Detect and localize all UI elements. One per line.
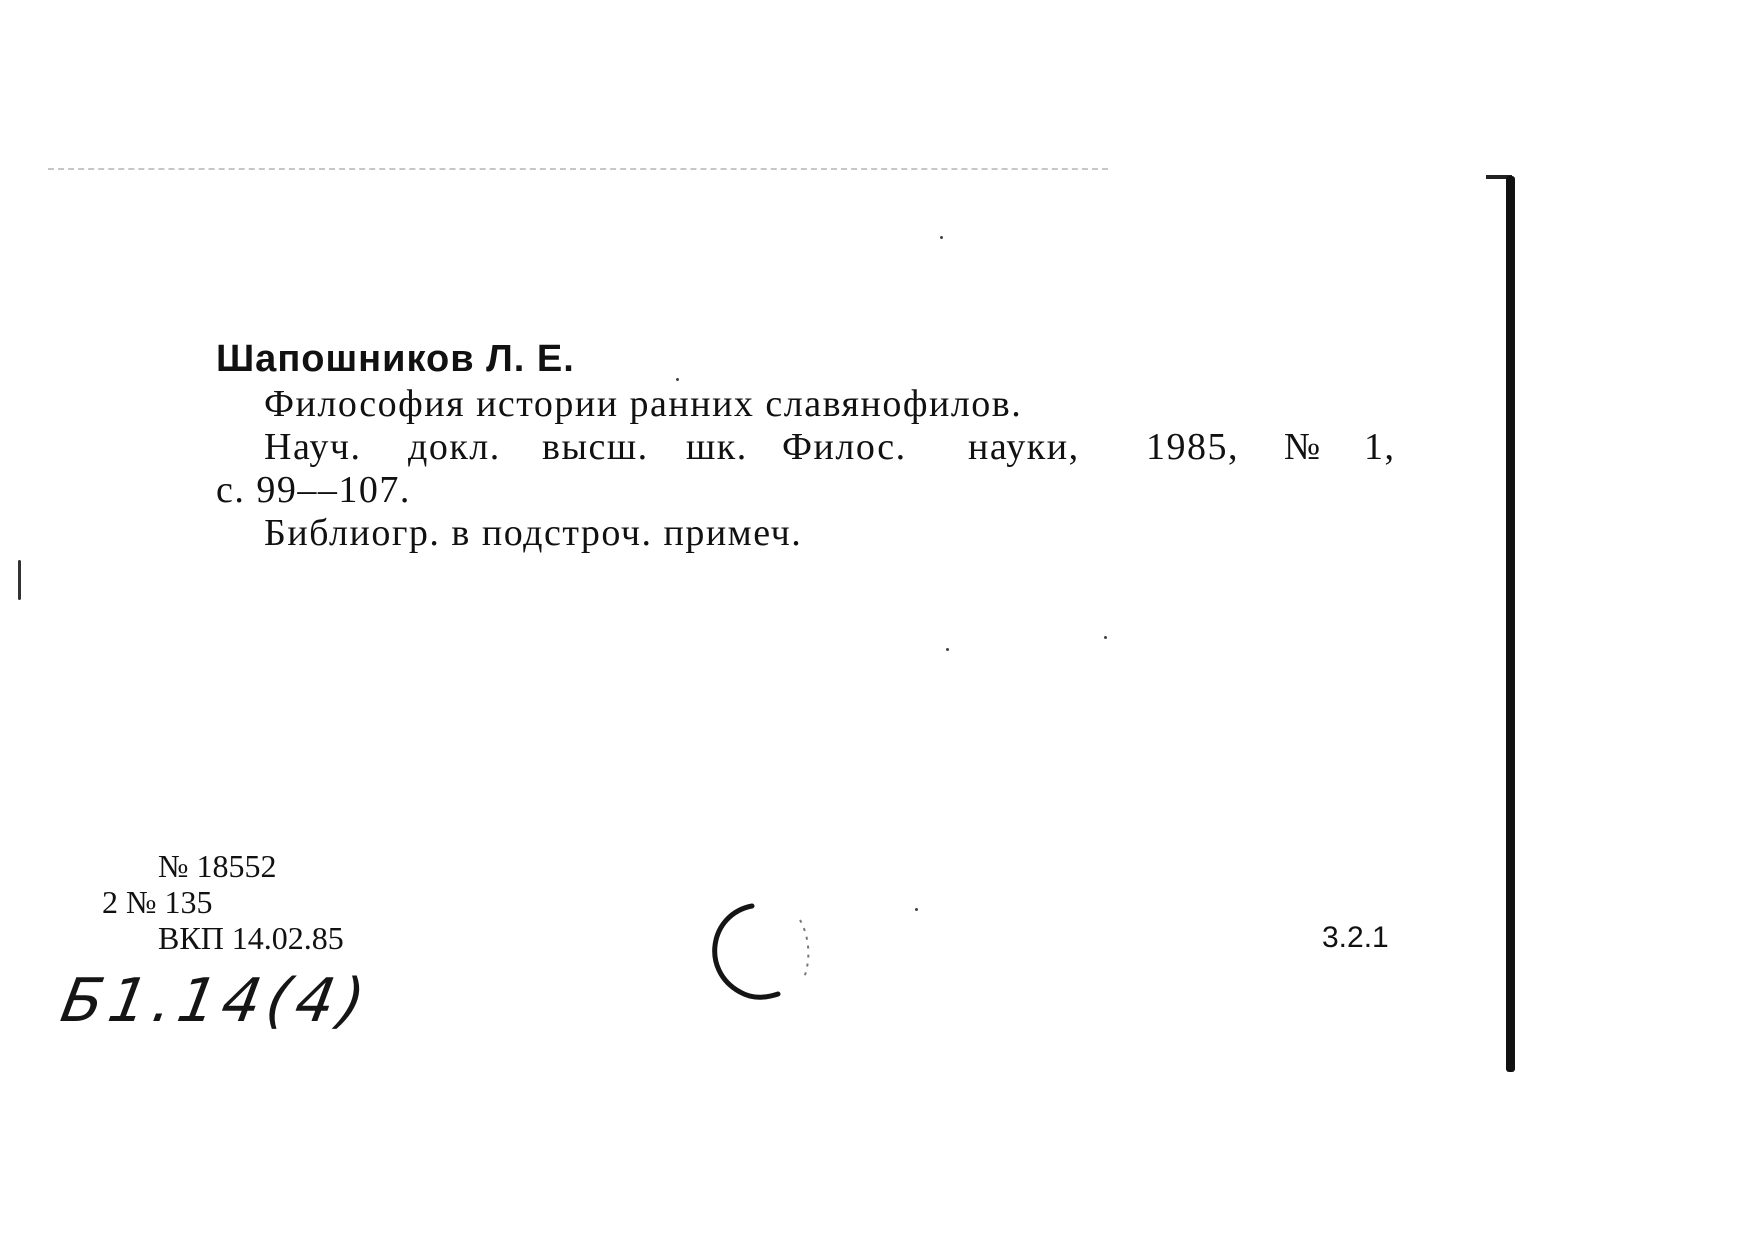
source-word: высш.: [542, 426, 649, 468]
source-citation: [216, 426, 1416, 469]
handwritten-shelf-code: Б1.14(4): [55, 966, 376, 1036]
source-word: шк.: [686, 426, 748, 468]
classification-code: 3.2.1: [1322, 921, 1389, 954]
bibliography-note: Библиогр. в подстроч. примеч.: [264, 512, 803, 554]
scan-speck: [940, 236, 943, 239]
source-word: 1,: [1364, 426, 1396, 468]
scan-speck: [915, 908, 918, 911]
card-top-edge: [48, 168, 1108, 170]
issue-number: 2 № 135: [102, 884, 213, 920]
scan-speck: [1104, 636, 1107, 639]
registration-number: № 18552: [158, 848, 277, 884]
source-word: Науч.: [264, 426, 362, 468]
source-word: 1985,: [1146, 426, 1239, 468]
stamp-arc-icon: [700, 900, 830, 1010]
source-pages: с. 99––107.: [216, 469, 411, 511]
source-word: докл.: [408, 426, 501, 468]
vkp-date: ВКП 14.02.85: [158, 920, 344, 956]
work-title: Философия истории ранних славянофилов.: [264, 383, 1023, 425]
source-word: науки,: [968, 426, 1080, 468]
margin-mark: [18, 560, 21, 600]
source-word: Филос.: [782, 426, 907, 468]
author-name: Шапошников Л. Е.: [216, 338, 575, 380]
source-word: №: [1284, 426, 1322, 468]
bibliographic-entry: [216, 338, 1416, 555]
scan-speck: [946, 648, 949, 651]
card-right-edge: [1506, 176, 1515, 1072]
